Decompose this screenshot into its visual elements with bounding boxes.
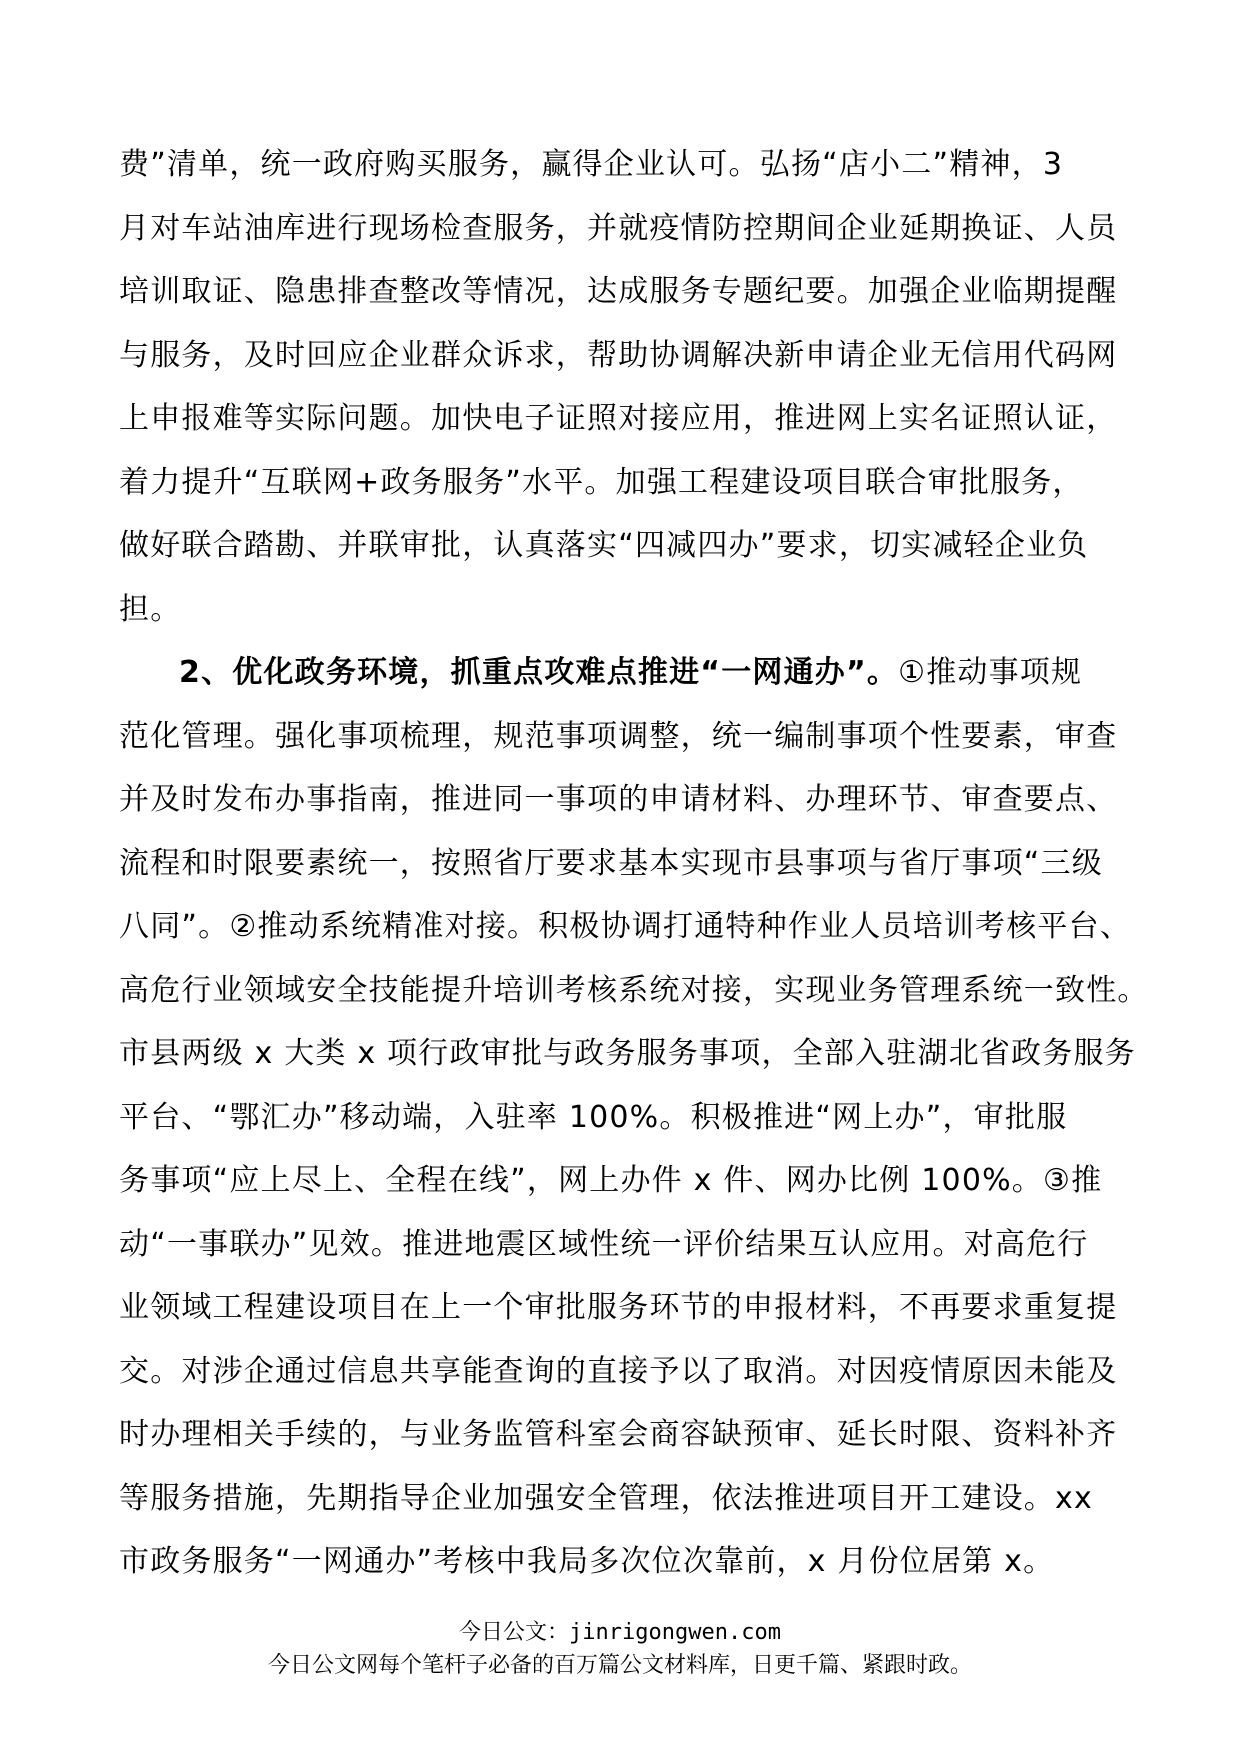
paragraph-line: 时办理相关手续的，与业务监管科室会商容缺预审、延长时限、资料补齐 xyxy=(119,1417,1118,1452)
paragraph-1 xyxy=(119,133,1121,641)
section-heading: 2、优化政务环境，抓重点攻难点推进“一网通办”。 xyxy=(179,655,899,690)
footer-site-link[interactable]: jinrigongwen.com xyxy=(569,1620,781,1645)
document-body xyxy=(119,133,1149,1657)
paragraph-2 xyxy=(119,641,1149,1657)
paragraph-line: 月对车站油库进行现场检查服务，并就疫情防控期间企业延期换证、人员 xyxy=(119,210,1118,246)
paragraph-line: 做好联合踏勘、并联审批，认真落实“四减四办”要求，切实减轻企业负 xyxy=(119,528,1089,563)
paragraph-line: 流程和时限要素统一，按照省厅要求基本实现市县事项与省厅事项“三级 xyxy=(119,845,1103,881)
paragraph-first-line xyxy=(119,641,1121,705)
paragraph-line: 八同”。②推动系统精准对接。积极协调打通特种作业人员培训考核平台、 xyxy=(119,909,1132,944)
paragraph-line: 市政务服务“一网通办”考核中我局多次位次靠前，x 月份位居第 x。 xyxy=(119,1544,1055,1579)
paragraph-line: 交。对涉企通过信息共享能查询的直接予以了取消。对因疫情原因未能及 xyxy=(119,1353,1118,1389)
paragraph-line: 市县两级 x 大类 x 项行政审批与政务服务事项，全部入驻湖北省政务服务 xyxy=(119,1036,1136,1071)
paragraph-line: 着力提升“互联网+政务服务”水平。加强工程建设项目联合审批服务， xyxy=(119,464,1084,500)
section-heading-rest: ①推动事项规 xyxy=(898,655,1083,690)
paragraph-line: 业领域工程建设项目在上一个审批服务环节的申报材料，不再要求重复提 xyxy=(119,1290,1118,1325)
footer-slogan: 今日公文网每个笔杆子必备的百万篇公文材料库，日更千篇、紧跟时政。 xyxy=(267,1653,972,1678)
paragraph-line: 等服务措施，先期指导企业加强安全管理，依法推进项目开工建设。xx xyxy=(119,1480,1093,1516)
paragraph-line: 担。 xyxy=(119,591,182,627)
paragraph-line: 高危行业领域安全技能提升培训考核系统对接，实现业务管理系统一致性。 xyxy=(119,972,1149,1008)
paragraph-line: 动“一事联办”见效。推进地震区域性统一评价结果互认应用。对高危行 xyxy=(119,1226,1089,1262)
paragraph-line: 培训取证、隐患排查整改等情况，达成服务专题纪要。加强企业临期提醒 xyxy=(119,274,1118,309)
paragraph-line: 平台、“鄂汇办”移动端，入驻率 100%。积极推进“网上办”，审批服 xyxy=(119,1099,1068,1135)
paragraph-line: 上申报难等实际问题。加快电子证照对接应用，推进网上实名证照认证， xyxy=(119,401,1118,436)
footer-site-label: 今日公文： xyxy=(459,1620,570,1645)
paragraph-line: 范化管理。强化事项梳理，规范事项调整，统一编制事项个性要素，审查 xyxy=(119,718,1118,754)
paragraph-line: 务事项“应上尽上、全程在线”，网上办件 x 件、网办比例 100%。③推 xyxy=(119,1163,1103,1198)
paragraph-line: 与服务，及时回应企业群众诉求，帮助协调解决新申请企业无信用代码网 xyxy=(119,337,1118,373)
footer-site xyxy=(0,1618,1240,1648)
paragraph-line: 并及时发布办事指南，推进同一事项的申请材料、办理环节、审查要点、 xyxy=(119,782,1118,817)
paragraph-line: 费”清单，统一政府购买服务，赢得企业认可。弘扬“店小二”精神，3 xyxy=(119,147,1064,182)
